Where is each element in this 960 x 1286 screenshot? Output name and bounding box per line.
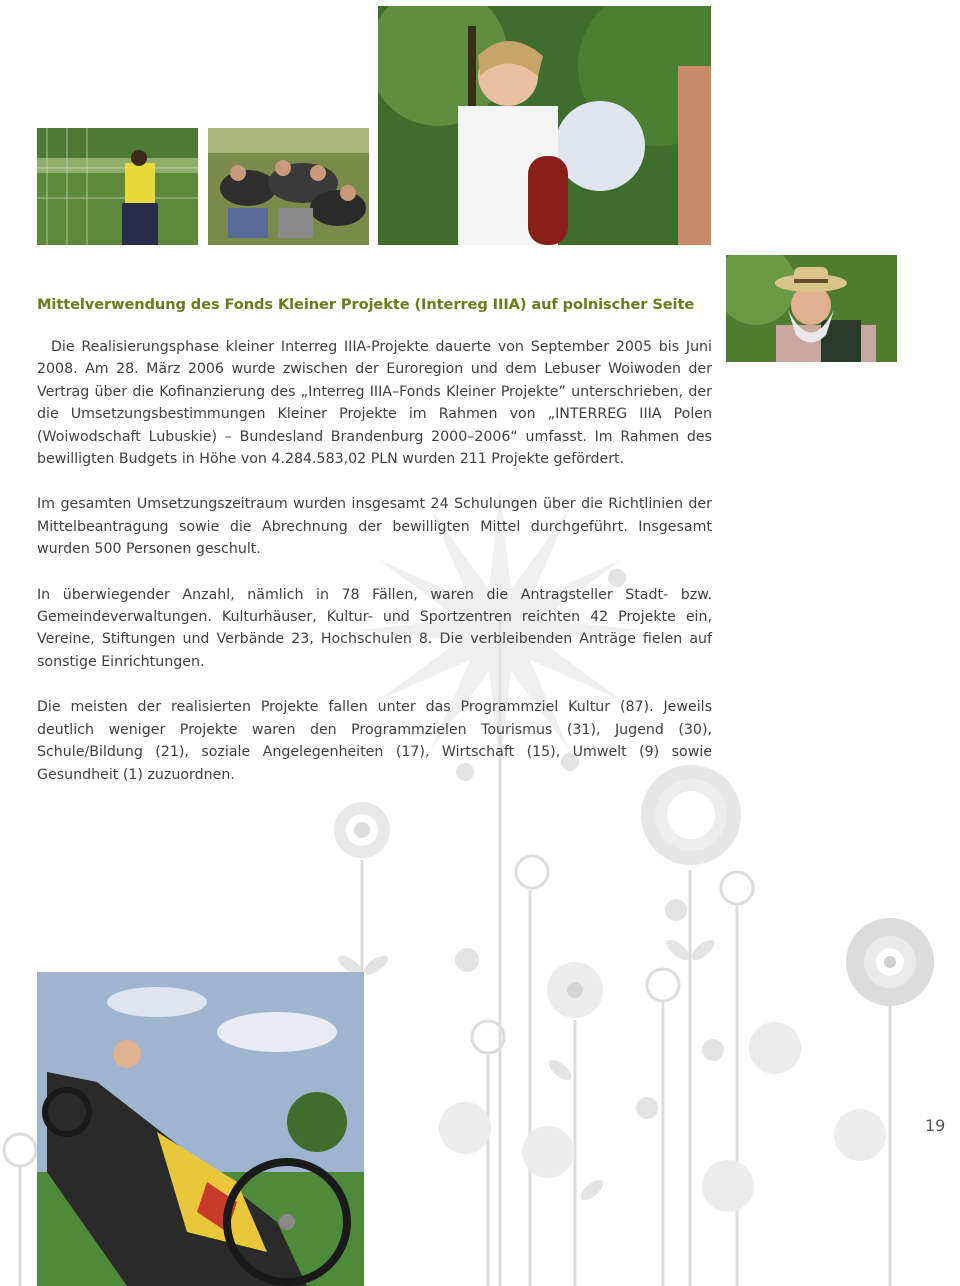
paragraph-realization-phase: Die Realisierungsphase kleiner Interreg IIIA-Projekte dauerte von September 2005 bis Juni 2008. Am 28. März 2006 wurde zwischen der Euroregion und dem Lebuser Woiwoden der Vertrag über die Kofinanzierung des „Interreg IIIA–Fonds Kleiner Projekte” unterschrieben, der die Umsetzungsbestimmungen Kleiner Projekte im Rahmen von „INTERREG IIIA Polen (Woiwodschaft Lubuskie) – Bundesland Brandenburg 2000–2006“ umfasst. Im Rahmen des bewilligten Budgets in Höhe von 4.284.583,02 PLN wurden 211 Projekte gefördert.: [37, 339, 712, 468]
girl-with-violin-photo: [378, 6, 711, 245]
group-lying-on-grass-photo: [208, 128, 369, 245]
article-body: [37, 296, 712, 809]
football-goalkeeper-photo: [37, 128, 198, 245]
page-number: 19: [925, 1116, 946, 1135]
section-heading: Mittelverwendung des Fonds Kleiner Projekte (Interreg IIIA) auf polnischer Seite: [37, 296, 695, 313]
soapbox-car-race-photo: [37, 972, 364, 1286]
paragraph-applicants: In überwiegender Anzahl, nämlich in 78 Fällen, waren die Antragsteller Stadt- bzw. Gemeindeverwaltungen. Kulturhäuser, Kultur- und Sportzentren reichten 42 Projekte ein, Vereine, Stiftungen und Verbände 23, Hochschulen 8. Die verbleibenden Anträge fielen auf sonstige Einrichtungen.: [37, 586, 712, 670]
paragraph-program-goals: Die meisten der realisierten Projekte fallen unter das Programmziel Kultur (87). Jeweils deutlich weniger Projekte waren den Programmzielen Tourismus (31), Jugend (30), Schule/Bildung (21), soziale Angelegenheiten (17), Wirtschaft (15), Umwelt (9) sowie Gesundheit (1) zuzuordnen.: [37, 699, 712, 783]
paragraph-trainings: Im gesamten Umsetzungszeitraum wurden insgesamt 24 Schulungen über die Richtlinien der Mittelbeantragung sowie die Abrechnung der bewilligten Mittel durchgeführt. Insgesamt wurden 500 Personen geschult.: [37, 496, 712, 558]
bearded-man-with-hat-photo: [726, 255, 897, 362]
